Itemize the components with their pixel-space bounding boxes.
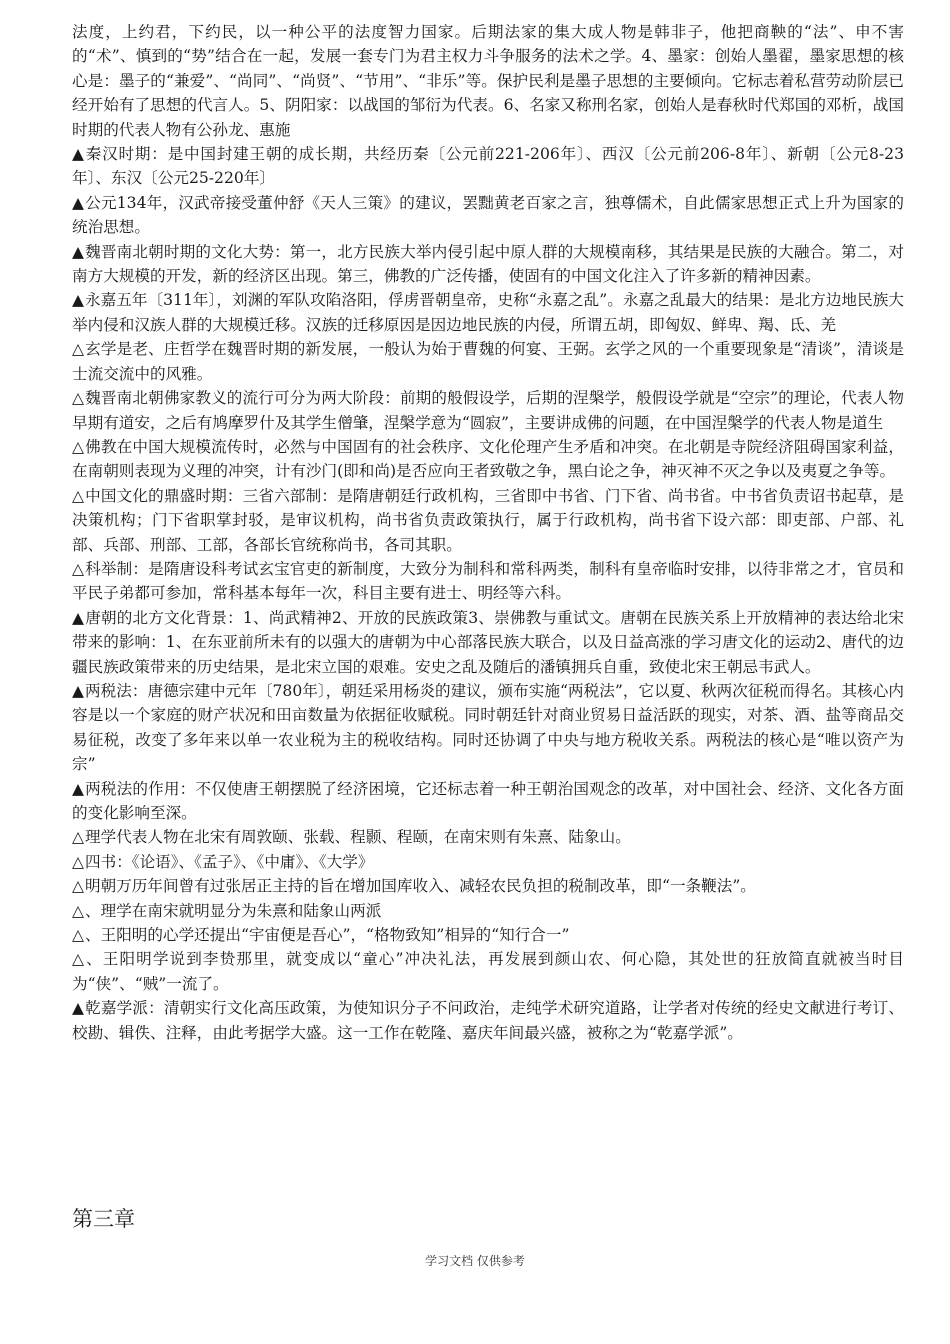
chapter-heading: 第三章: [72, 1207, 135, 1231]
paragraph-text: 秦汉时期：是中国封建王朝的成长期，共经历秦〔公元前221-206年〕、西汉〔公元前206-8年〕、新朝〔公元8-23年〕、东汉〔公元25-220年〕: [72, 145, 905, 188]
triangle-filled-icon: ▲: [72, 291, 85, 310]
paragraph: [72, 386, 904, 435]
triangle-outline-icon: △: [72, 926, 84, 945]
paragraph-text: 、理学在南宋就明显分为朱熹和陆象山两派: [85, 901, 382, 920]
paragraph: [72, 435, 904, 484]
page-footer: 学习文档 仅供参考: [425, 1254, 525, 1268]
triangle-filled-icon: ▲: [72, 779, 85, 798]
paragraph-text: 科举制：是隋唐设科考试玄宝官吏的新制度，大致分为制科和常科两类，制科有皇帝临时安排，以待非常之才，官员和平民子弟都可参加，常科基本每年一次，科目主要有进士、明经等六科。: [72, 559, 904, 603]
triangle-filled-icon: ▲: [72, 999, 85, 1018]
triangle-filled-icon: ▲: [72, 681, 85, 700]
paragraph: [72, 777, 904, 826]
triangle-outline-icon: △: [72, 559, 85, 578]
paragraph-text: 唐朝的北方文化背景：1、尚武精神2、开放的民族政策3、崇佛教与重试文。唐朝在民族关系上开放精神的表达给北宋带来的影响：1、在东亚前所未有的以强大的唐朝为中心部落民族大联合，以及日益高涨的学习唐文化的运动2、唐代的边疆民族政策带来的历史结果，是北宋立国的艰难。安史之乱及随后的潘镇拥兵自重，致使北宋王朝忌韦武人。: [72, 608, 905, 676]
paragraph-text: 、王阳明的心学还提出“宇宙便是吾心”，“格物致知”相异的“知行合一”: [85, 926, 570, 945]
paragraph-text: 佛教在中国大规模流传时，必然与中国固有的社会秩序、文化伦理产生矛盾和冲突。在北朝是寺院经济阻碍国家利益，在南朝则表现为义理的冲突，计有沙门(即和尚)是否应向王者致敬之争，黑白论之争，神灭神不灭之争以及夷夏之争等。: [72, 437, 904, 481]
paragraph: [72, 899, 904, 923]
paragraph: [72, 996, 904, 1045]
triangle-outline-icon: △: [72, 340, 85, 359]
triangle-outline-icon: △: [72, 828, 84, 847]
triangle-outline-icon: △: [72, 389, 85, 408]
triangle-outline-icon: △: [72, 877, 84, 896]
paragraph-text: 法度，上约君，下约民，以一种公平的法度智力国家。后期法家的集大成人物是韩非子，他把商鞅的“法”、申不害的“术”、慎到的“势”结合在一起，发展一套专门为君主权力斗争服务的法术之学。4、墨家：创始人墨翟，墨家思想的核心是：墨子的“兼爱”、“尚同”、“尚贤”、“节用”、“非乐”等。保护民利是墨子思想的主要倾向。它标志着私营劳动阶层已经开始有了思想的代言人。5、阴阳家：以战国的邹衍为代表。6、名家又称刑名家，创始人是春秋时代郑国的邓析，战国时期的代表人物有公孙龙、惠施: [72, 23, 904, 139]
paragraph: [72, 240, 904, 289]
paragraph: [72, 923, 904, 947]
paragraph-text: 两税法的作用：不仅使唐王朝摆脱了经济困境，它还标志着一种王朝治国观念的改革，对中国社会、经济、文化各方面的变化影响至深。: [72, 779, 904, 822]
paragraph: [72, 825, 904, 849]
paragraph: [72, 606, 904, 679]
paragraph-text: 公元134年，汉武帝接受董仲舒《天人三策》的建议，罢黜黄老百家之言，独尊儒术，自此儒家思想正式上升为国家的统治思想。: [72, 193, 904, 237]
paragraph-text: 玄学是老、庄哲学在魏晋时期的新发展，一般认为始于曹魏的何宴、王弼。玄学之风的一个重要现象是“清谈”，清谈是士流交流中的风雅。: [72, 340, 904, 383]
paragraph-text: 两税法：唐德宗建中元年〔780年〕，朝廷采用杨炎的建议，颁布实施“两税法”，它以夏、秋两次征税而得名。其核心内容是以一个家庭的财产状况和田亩数量为依据征收赋税。同时朝廷针对商业贸易日益活跃的现实，对茶、酒、盐等商品交易征税，改变了多年来以单一农业税为主的税收结构。同时还协调了中央与地方税收关系。两税法的核心是“唯以资产为宗”: [72, 681, 904, 774]
paragraph-text: 魏晋南北朝佛家教义的流行可分为两大阶段：前期的般假设学，后期的涅槃学，般假设学就是“空宗”的理论，代表人物早期有道安，之后有鸠摩罗什及其学生僧肇，涅槃学意为“圆寂”，主要讲成佛的问题，在中国涅槃学的代表人物是道生: [72, 389, 904, 432]
paragraph-text: 中国文化的鼎盛时期：三省六部制：是隋唐朝廷行政机构，三省即中书省、门下省、尚书省。中书省负责诏书起草，是决策机构；门下省职掌封驳，是审议机构，尚书省负责政策执行，属于行政机构，尚书省下设六部：即吏部、户部、礼部、兵部、刑部、工部，各部长官统称尚书，各司其职。: [72, 486, 904, 554]
triangle-filled-icon: ▲: [72, 242, 85, 261]
triangle-filled-icon: ▲: [72, 608, 85, 627]
paragraph-text: 乾嘉学派：清朝实行文化高压政策，为使知识分子不问政治，走纯学术研究道路，让学者对传统的经史文献进行考订、校勘、辑佚、注释，由此考据学大盛。这一工作在乾隆、嘉庆年间最兴盛，被称之为“乾嘉学派”。: [72, 999, 904, 1042]
triangle-filled-icon: ▲: [72, 145, 85, 164]
triangle-outline-icon: △: [72, 950, 86, 969]
paragraph-text: 四书：《论语》、《孟子》、《中庸》、《大学》: [85, 852, 374, 871]
paragraph-text: 永嘉五年〔311年〕，刘渊的军队攻陷洛阳，俘虏晋朝皇帝，史称“永嘉之乱”。永嘉之乱最大的结果：是北方边地民族大举内侵和汉族人群的大规模迁移。汉族的迁移原因是因边地民族的内侵，所谓五胡，即匈奴、鲜卑、羯、氐、羌: [72, 291, 904, 334]
paragraph: [72, 142, 904, 191]
triangle-outline-icon: △: [72, 901, 84, 920]
document-body: [72, 20, 904, 1045]
paragraph: [72, 288, 904, 337]
paragraph: [72, 337, 904, 386]
paragraph-text: 、王阳明学说到李贽那里，就变成以“童心”冲决礼法，再发展到颜山农、何心隐，其处世的狂放简直就被当时目为“侠”、“贼”一流了。: [72, 950, 904, 993]
paragraph: [72, 874, 904, 898]
paragraph: [72, 679, 904, 777]
paragraph: [72, 484, 904, 557]
paragraph: [72, 850, 904, 874]
triangle-outline-icon: △: [72, 486, 85, 505]
paragraph-text: 魏晋南北朝时期的文化大势：第一，北方民族大举内侵引起中原人群的大规模南移，其结果是民族的大融合。第二，对南方大规模的开发，新的经济区出现。第三，佛教的广泛传播，使固有的中国文化注入了许多新的精神因素。: [72, 242, 904, 286]
paragraph: [72, 947, 904, 996]
triangle-filled-icon: ▲: [72, 193, 85, 212]
paragraph: [72, 557, 904, 606]
triangle-outline-icon: △: [72, 852, 84, 871]
paragraph-text: 理学代表人物在北宋有周敦颐、张载、程颢、程颐，在南宋则有朱熹、陆象山。: [85, 828, 631, 847]
triangle-outline-icon: △: [72, 437, 85, 456]
paragraph: [72, 191, 904, 240]
paragraph-text: 明朝万历年间曾有过张居正主持的旨在增加国库收入、减轻农民负担的税制改革，即“一条鞭法”。: [85, 877, 756, 896]
paragraph: [72, 20, 904, 142]
